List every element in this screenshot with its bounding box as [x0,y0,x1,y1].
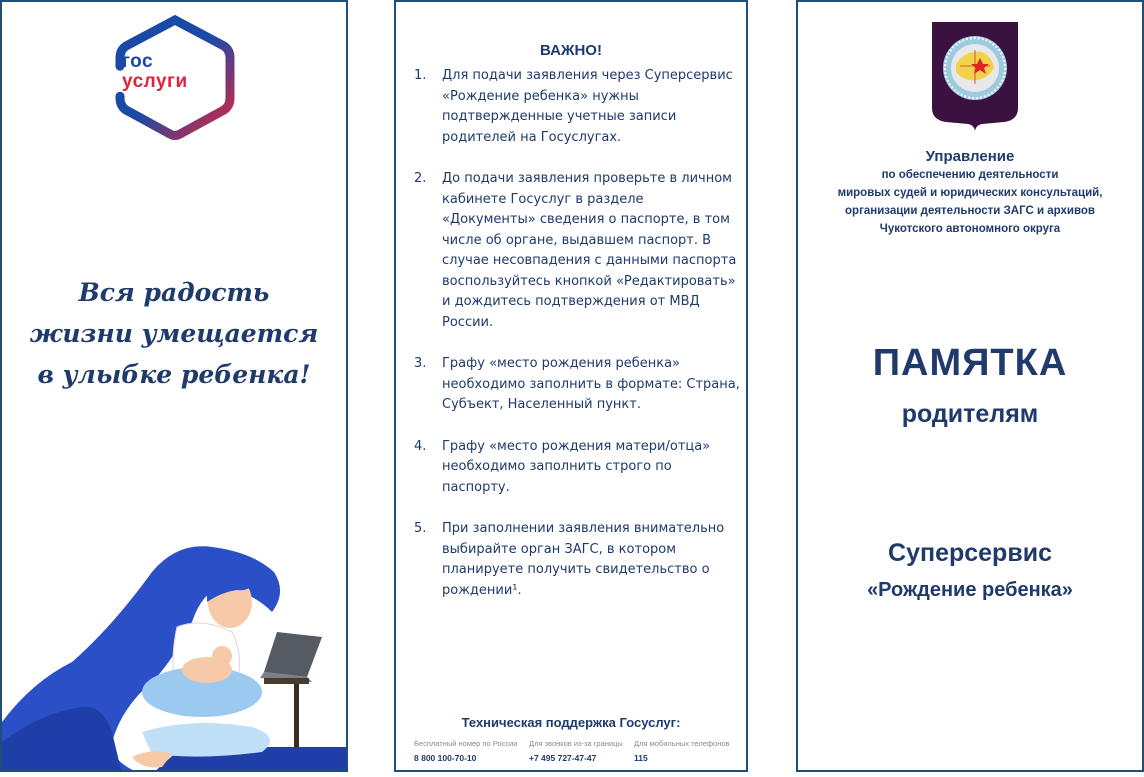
support-phone[interactable]: 8 800 100-70-10 [414,753,477,763]
memo-title: ПАМЯТКА [872,342,1068,384]
support-contact-mobile [634,739,730,763]
important-title: ВАЖНО! [540,42,602,59]
service-title: Суперсервис [888,539,1052,567]
list-item-number: 1. [414,68,427,83]
support-contact-abroad [529,739,623,763]
support-caption: Для мобильных телефонов [634,739,730,748]
list-item-number: 3. [414,356,427,371]
list-item-text: Для подачи заявления через Суперсервис «Рождение ребенка» нужны подтвержденные учетные записи родителей на Госуслугах. [442,68,733,145]
slogan-line: Вся радость [78,278,270,307]
right-panel [796,0,1144,772]
org-title: Управление [925,148,1015,165]
service-subtitle: «Рождение ребенка» [867,579,1073,601]
list-item [414,169,740,333]
list-item [414,437,740,499]
organization-name [798,148,1142,238]
list-item-text: Графу «место рождения матери/отца» необходимо заполнить строго по паспорту. [442,438,711,495]
list-item [414,519,740,601]
slogan-line: жизни умещается [29,319,319,348]
support-caption: Для звонков из-за границы [529,739,623,748]
list-item-text: До подачи заявления проверьте в личном кабинете Госуслуг в разделе «Документы» сведения о паспорте, в том числе об органе, выдавшем паспорт. В случае несовпадения с данными паспорта воспользуйтесь кнопкой «Редактировать» и дождитесь подтверждения от МВД России. [442,171,737,330]
list-item-text: Графу «место рождения ребенка» необходимо заполнить в формате: Страна, Субъект, Населенный пункт. [442,356,740,412]
org-line: организации деятельности ЗАГС и архивов [845,205,1095,217]
logo-line1: гос [122,51,154,72]
org-line: по обеспечению деятельности [881,169,1059,181]
list-item-number: 5. [414,521,427,536]
list-item [414,66,740,148]
support-contact-russia [414,739,517,763]
list-item [414,354,740,416]
list-item-number: 2. [414,171,427,186]
gosuslugi-logo-icon [114,14,236,140]
left-panel [0,0,348,772]
list-item-text: При заполнении заявления внимательно выбирайте орган ЗАГС, в котором планируете получить свидетельство о рождении¹. [442,521,725,598]
chukotka-coat-of-arms-icon [930,20,1020,132]
org-line: Чукотского автономного округа [879,223,1061,235]
support-title: Техническая поддержка Госуслуг: [461,715,681,730]
middle-panel [394,0,748,772]
mother-with-baby-illustration [2,532,346,772]
support-phone[interactable]: 115 [634,753,648,763]
rules-list [414,66,740,622]
org-line: мировых судей и юридических консультаций, [837,187,1103,199]
memo-subtitle: родителям [901,400,1039,428]
list-item-number: 4. [414,438,427,454]
logo-line2: услуги [122,71,188,92]
support-caption: Бесплатный номер по России [414,739,518,748]
support-phone[interactable]: +7 495 727-47-47 [529,753,597,763]
slogan [2,272,346,395]
slogan-line: в улыбке ребенка! [37,360,311,389]
